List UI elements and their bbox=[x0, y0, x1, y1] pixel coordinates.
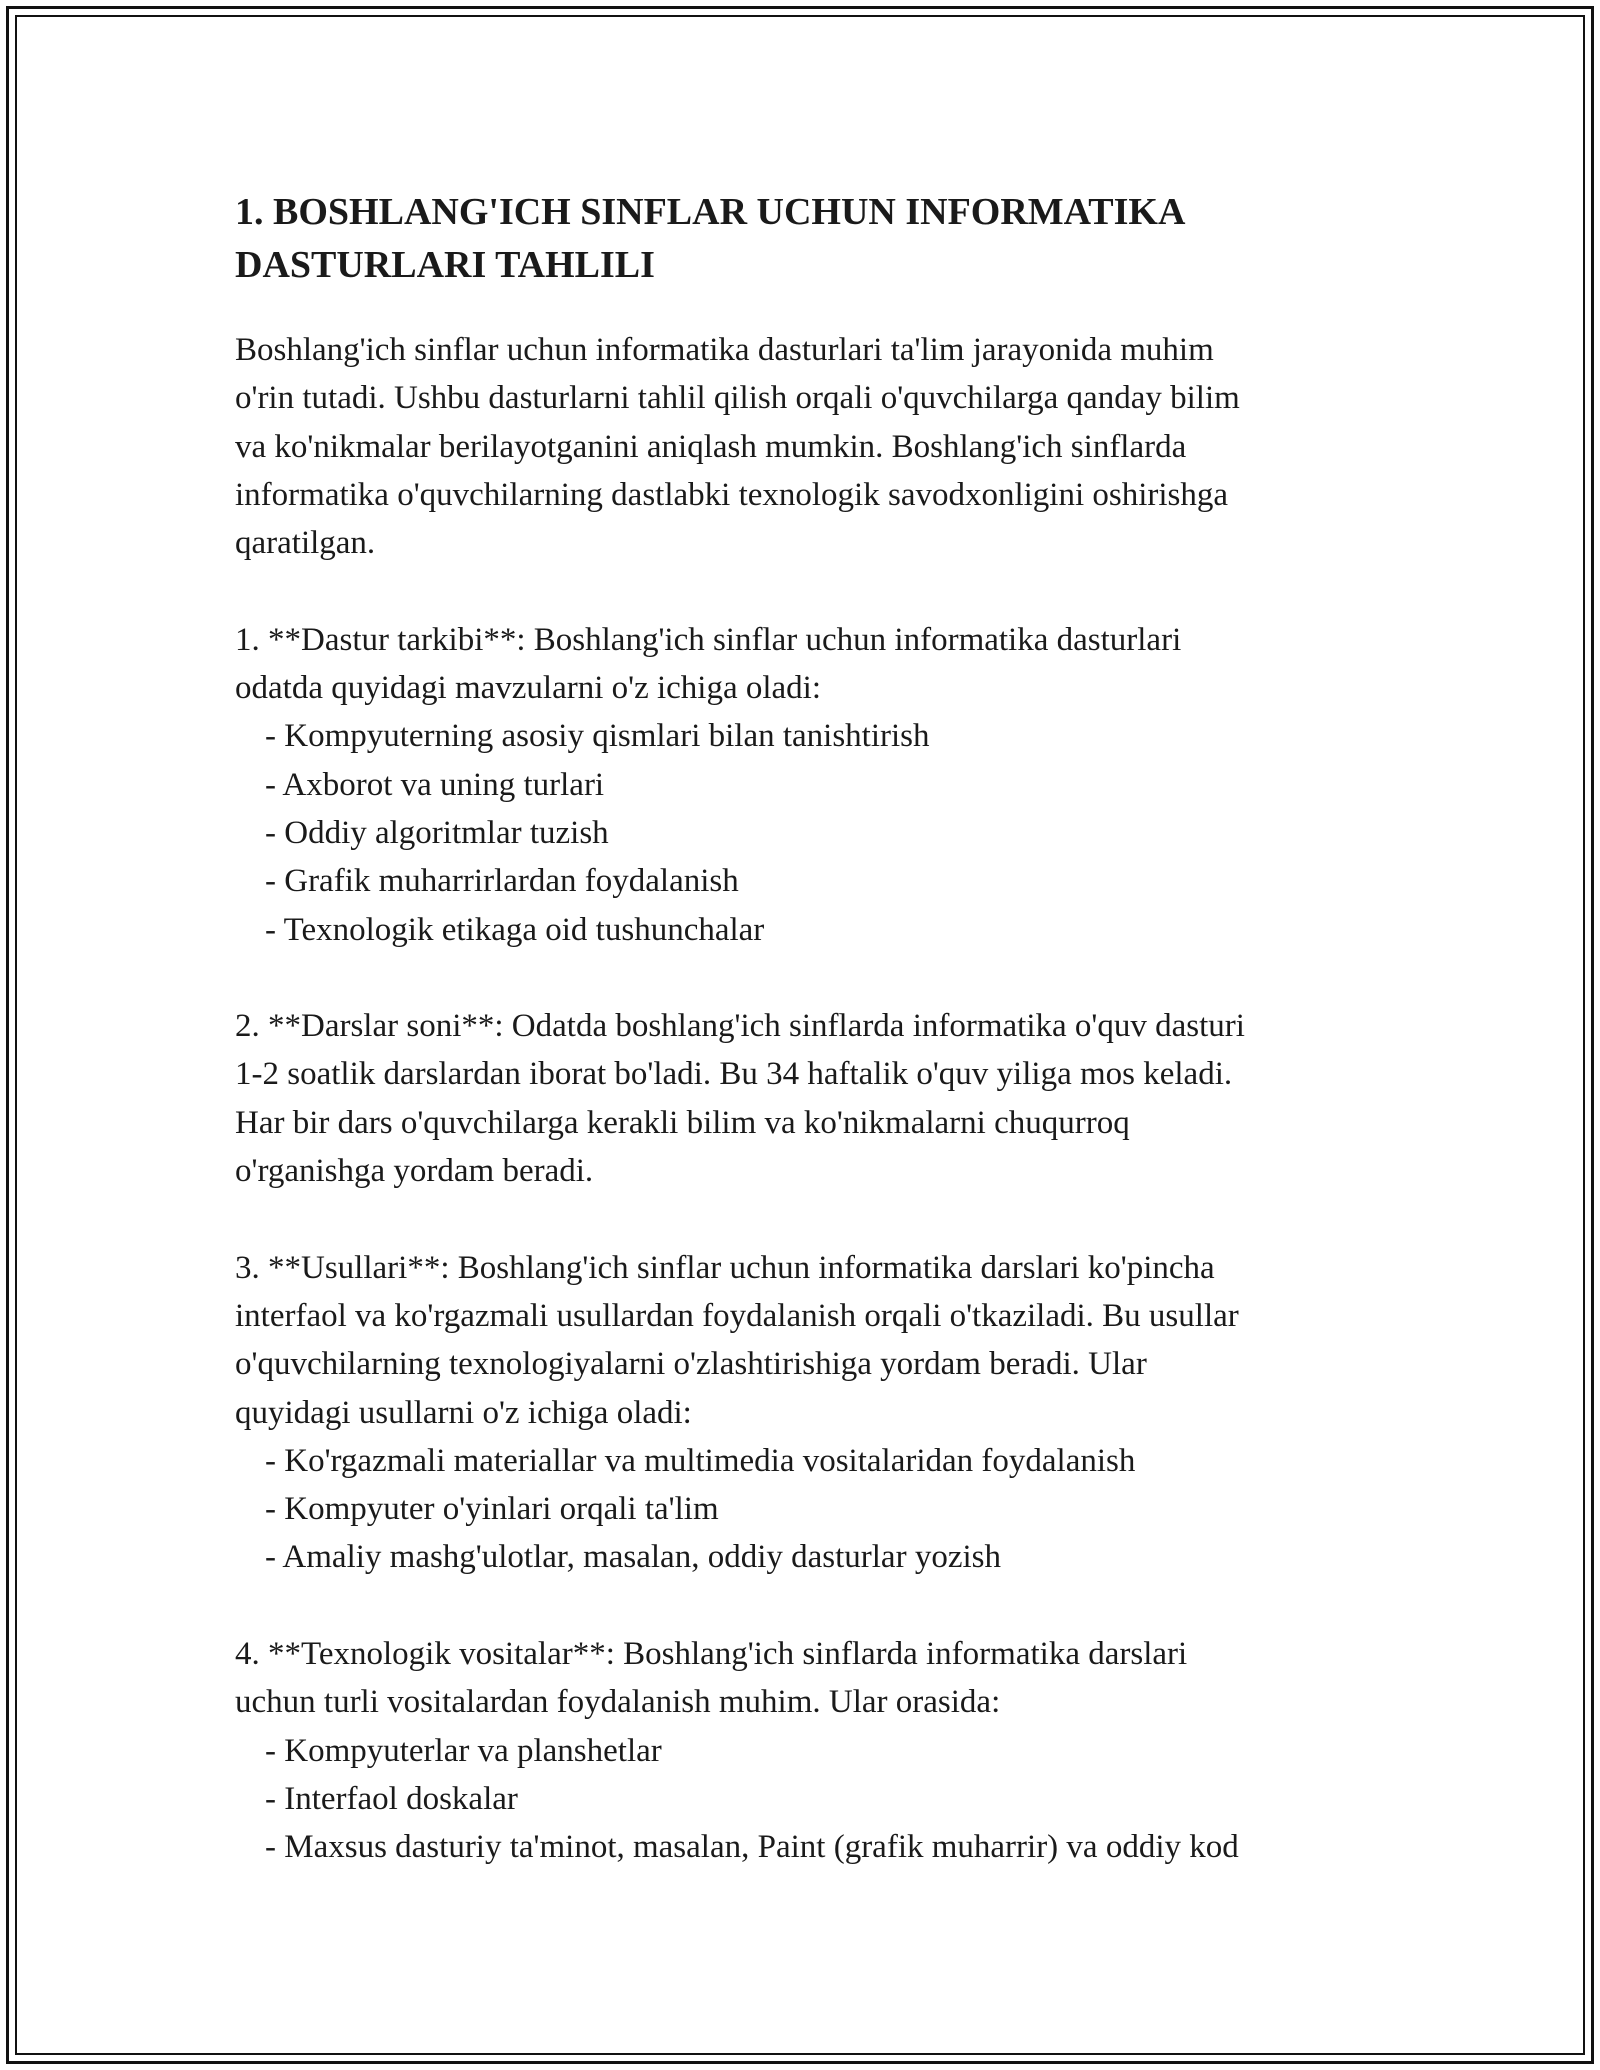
section-usullari bbox=[235, 1244, 1415, 1582]
list-item: - Texnologik etikaga oid tushunchalar bbox=[265, 911, 765, 948]
title-line: DASTURLARI TAHLILI bbox=[235, 244, 655, 286]
section-line: 1-2 soatlik darslardan iborat bo'ladi. Bu 34 haftalik o'quv yiliga mos keladi. bbox=[235, 1056, 1233, 1093]
section-line: 3. **Usullari**: Boshlang'ich sinflar uchun informatika darslari ko'pincha bbox=[235, 1249, 1215, 1286]
intro-paragraph bbox=[235, 326, 1415, 567]
list-item: - Ko'rgazmali materiallar va multimedia vositalaridan foydalanish bbox=[265, 1442, 1136, 1479]
list-item: - Grafik muharrirlardan foydalanish bbox=[265, 863, 739, 900]
section-darslar-soni bbox=[235, 1002, 1415, 1195]
list-item: - Amaliy mashg'ulotlar, masalan, oddiy dasturlar yozish bbox=[265, 1539, 1001, 1576]
section-line: interfaol va ko'rgazmali usullardan foydalanish orqali o'tkaziladi. Bu usullar bbox=[235, 1297, 1239, 1334]
section-line: o'rganishga yordam beradi. bbox=[235, 1153, 594, 1190]
section-line: Har bir dars o'quvchilarga kerakli bilim va ko'nikmalarni chuqurroq bbox=[235, 1104, 1130, 1141]
document-title bbox=[235, 186, 1415, 292]
list-item: - Oddiy algoritmlar tuzish bbox=[265, 814, 609, 851]
list-item: - Kompyuterning asosiy qismlari bilan tanishtirish bbox=[265, 718, 930, 755]
list-item: - Kompyuter o'yinlari orqali ta'lim bbox=[265, 1491, 719, 1528]
document-body bbox=[235, 186, 1415, 1872]
section-line: uchun turli vositalardan foydalanish muhim. Ular orasida: bbox=[235, 1684, 1001, 1721]
intro-line: informatika o'quvchilarning dastlabki texnologik savodxonligini oshirishga bbox=[235, 476, 1229, 513]
intro-line: Boshlang'ich sinflar uchun informatika dasturlari ta'lim jarayonida muhim bbox=[235, 332, 1214, 368]
section-texnologik-vositalar bbox=[235, 1630, 1415, 1871]
paragraph-spacer bbox=[235, 1582, 1415, 1630]
section-line: o'quvchilarning texnologiyalarni o'zlashtirishiga yordam beradi. Ular bbox=[235, 1346, 1147, 1383]
section-line: 1. **Dastur tarkibi**: Boshlang'ich sinflar uchun informatika dasturlari bbox=[235, 621, 1182, 658]
section-dastur-tarkibi bbox=[235, 616, 1415, 954]
paragraph-spacer bbox=[235, 1195, 1415, 1243]
section-line: 4. **Texnologik vositalar**: Boshlang'ich sinflarda informatika darslari bbox=[235, 1636, 1188, 1673]
list-item: - Interfaol doskalar bbox=[265, 1780, 518, 1817]
list-item: - Kompyuterlar va planshetlar bbox=[265, 1732, 662, 1769]
paragraph-spacer bbox=[235, 954, 1415, 1002]
intro-line: o'rin tutadi. Ushbu dasturlarni tahlil qilish orqali o'quvchilarga qanday bilim bbox=[235, 380, 1240, 417]
intro-line: va ko'nikmalar berilayotganini aniqlash mumkin. Boshlang'ich sinflarda bbox=[235, 428, 1187, 465]
section-line: odatda quyidagi mavzularni o'z ichiga oladi: bbox=[235, 670, 822, 707]
section-line: 2. **Darslar soni**: Odatda boshlang'ich sinflarda informatika o'quv dasturi bbox=[235, 1008, 1245, 1045]
title-line: 1. BOSHLANG'ICH SINFLAR UCHUN INFORMATIKA bbox=[235, 191, 1186, 233]
intro-line: qaratilgan. bbox=[235, 525, 376, 562]
paragraph-spacer bbox=[235, 567, 1415, 615]
section-line: quyidagi usullarni o'z ichiga oladi: bbox=[235, 1394, 692, 1431]
list-item: - Axborot va uning turlari bbox=[265, 766, 605, 803]
list-item: - Maxsus dasturiy ta'minot, masalan, Paint (grafik muharrir) va oddiy kod bbox=[265, 1829, 1239, 1866]
